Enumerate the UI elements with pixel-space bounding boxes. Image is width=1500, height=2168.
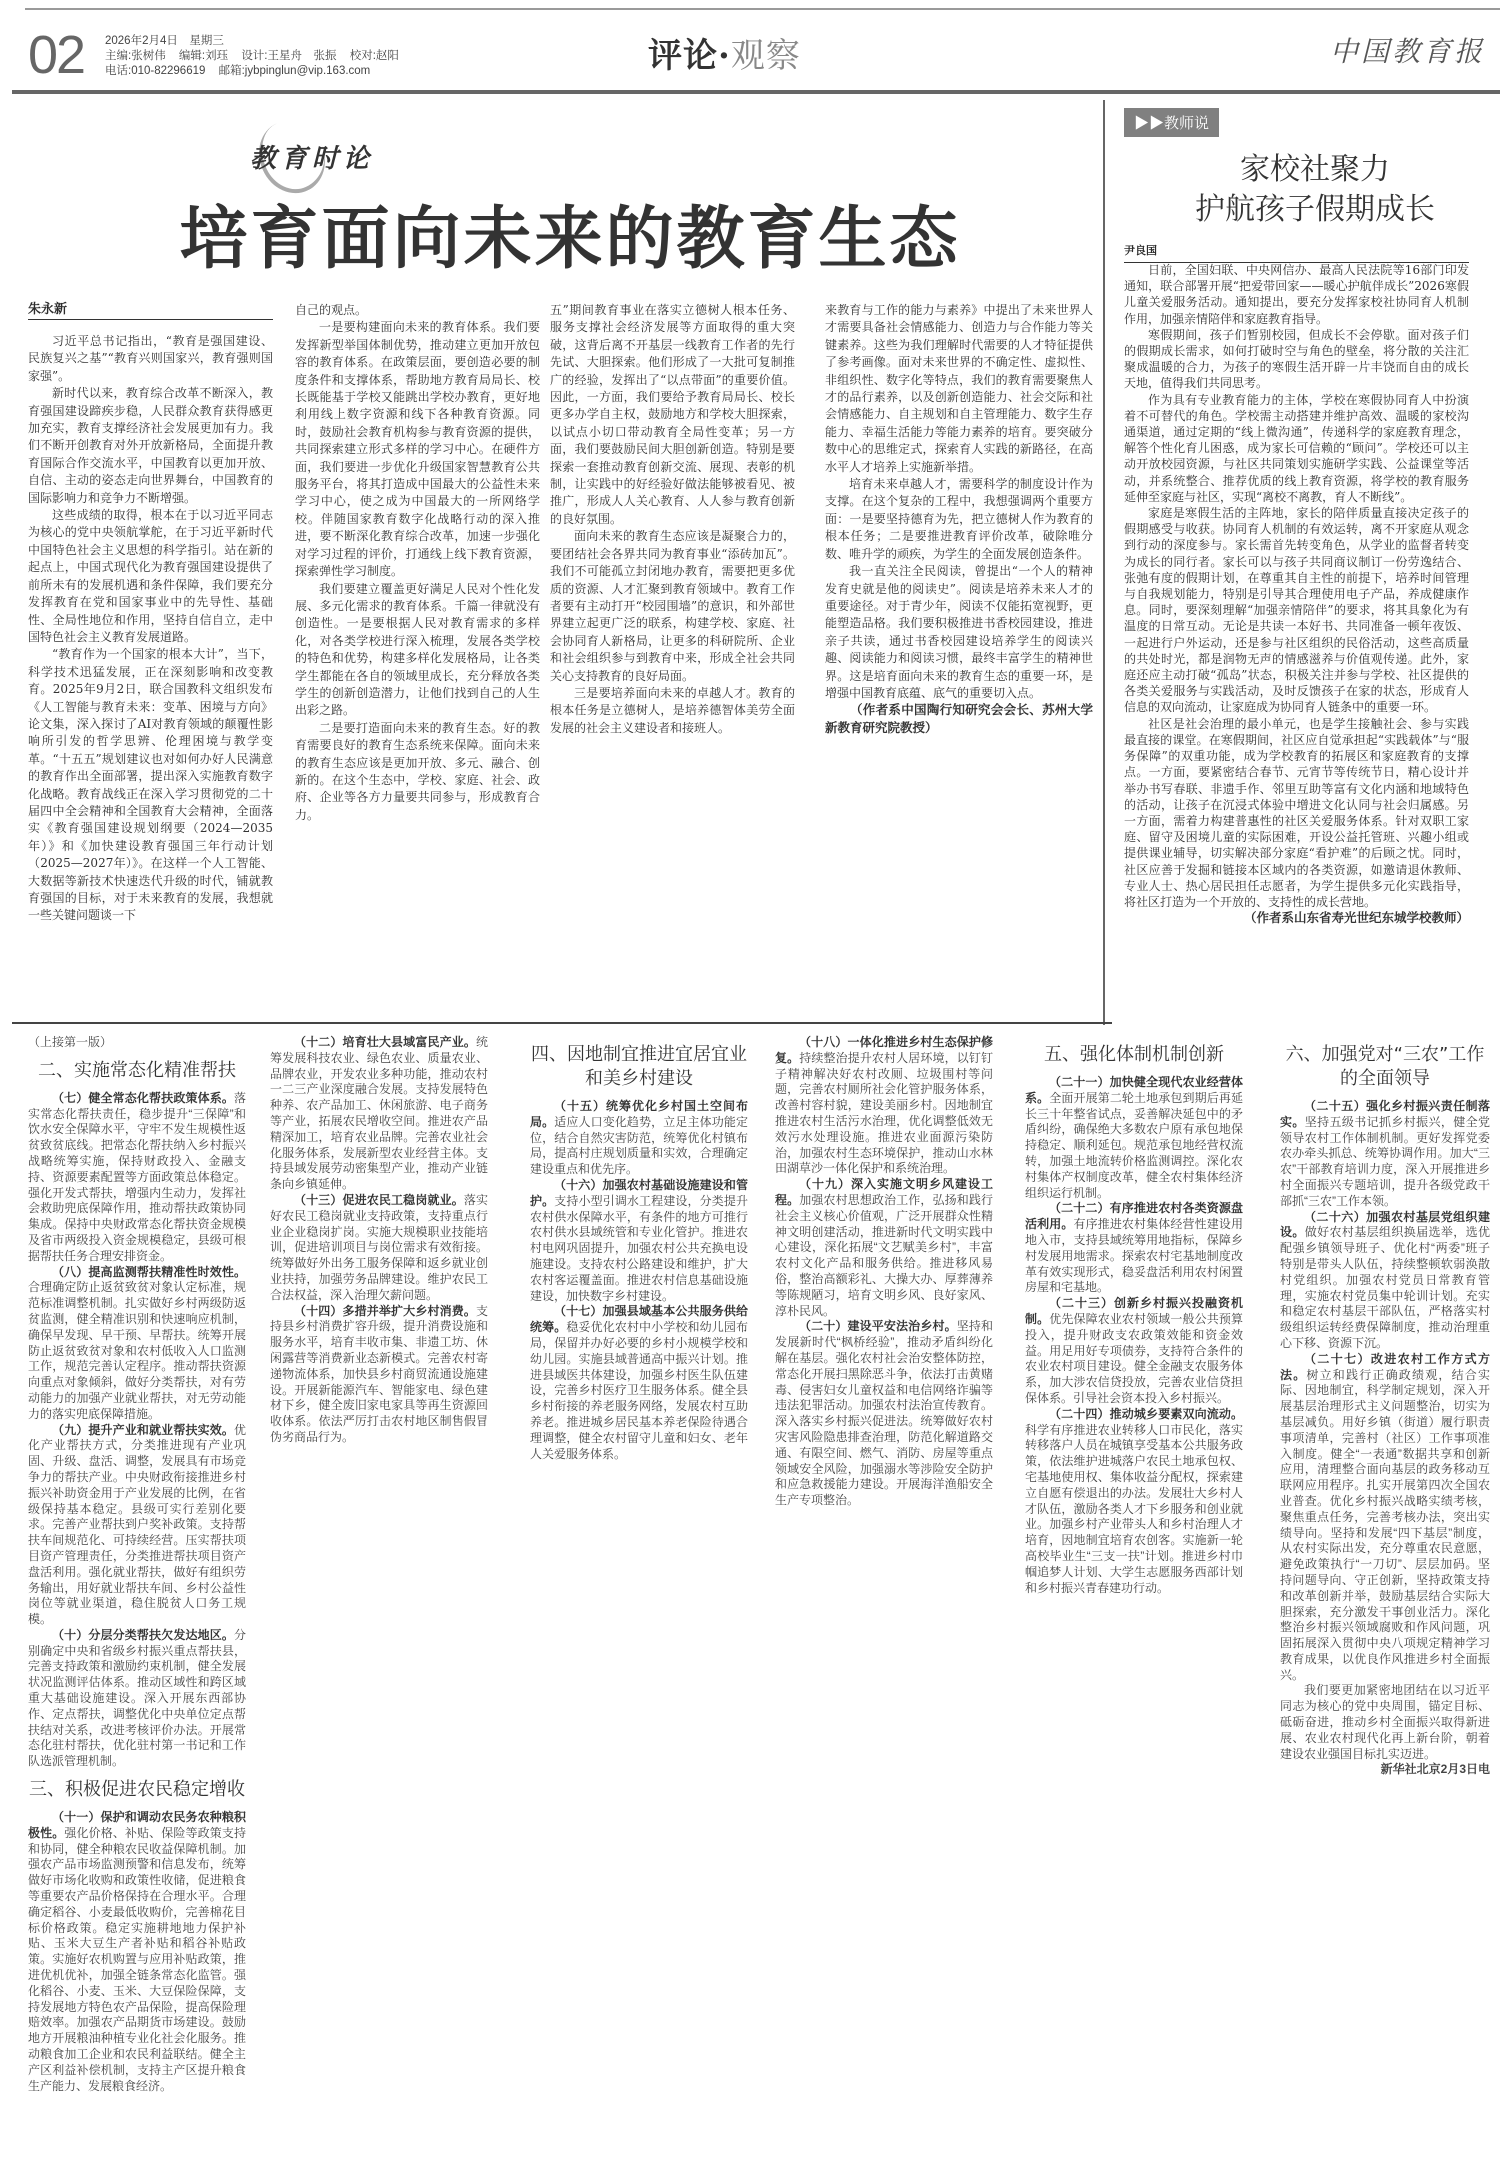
paragraph-text: 落实好农民工稳岗就业支持政策，支持重点行业企业稳岗扩岗。实施大规模职业技能培训，促进培训项目与岗位需求有效衔接。统筹做好外出务工服务保障和返乡就业创业扶持，加强劳务品牌建设。维护农民工合法权益，深入治理欠薪问题。 <box>270 1192 488 1302</box>
dateline: 新华社北京2月3日电 <box>1380 1762 1490 1777</box>
paragraph-heading: （十）分层分类帮扶欠发达地区。 <box>52 1627 234 1642</box>
paragraph: “教育作为一个国家的根本大计”，当下，科学技术迅猛发展，正在深刻影响和改变教育。2025年9月2日，联合国教科文组织发布《人工智能与教育未来：变革、困境与方向》论文集，深入探讨了AI对教育领域的颠覆性影响所引发的哲学思辨、伦理困境与教学变革。“十五五”规划建议也对如何办好人民满意的教育作出全面部署，提出深入实施教育数字化战略。教育战线正在深入学习贯彻党的二十届四中全会精神和全国教育大会精神，全面落实《教育强国建设规划纲要（2024—2035年）》和《加快建设教育强国三年行动计划（2025—2027年）》。在这样一个人工智能、大数据等新技术快速迭代升级的时代，铺就教育强国的目标，对于未来教育的发展，我想就一些关键问题谈一下 <box>28 647 273 923</box>
section-title-part-a: 评论· <box>648 36 731 76</box>
paragraph-heading: （十四）多措并举扩大乡村消费。 <box>294 1303 476 1318</box>
paragraph <box>28 1265 246 1423</box>
masthead-meta <box>105 34 409 79</box>
staff-proofreader: 校对:赵阳 <box>349 50 399 62</box>
paragraph-text: 坚持和发展新时代“枫桥经验”，推动矛盾纠纷化解在基层。强化农村社会治安整体防控，常态化开展扫黑除恶斗争，依法打击黄赌毒、侵害妇女儿童权益和电信网络诈骗等违法犯罪活动。加强农村法治宣传教育。深入落实乡村振兴促进法。统筹做好农村灾害风险隐患排查治理，防范化解道路交通、有限空间、燃气、消防、房屋等重点领域安全风险，加强溺水等涉险安全防护和应急救援能力建设。开展海洋渔船安全生产专项整治。 <box>775 1319 993 1508</box>
section-heading: 五、强化体制机制创新 <box>1044 1044 1224 1065</box>
paragraph <box>530 1099 748 1178</box>
paragraph-heading: （七）健全常态化帮扶政策体系。 <box>52 1090 234 1105</box>
paragraph-heading: （二十五）强化乡村振兴责任制落实。 <box>1280 1099 1490 1129</box>
paragraph: 三是要培养面向未来的卓越人才。教育的根本任务是立德树人，是培养德智体美劳全面发展的社会主义建设者和接班人。 <box>550 685 795 735</box>
paragraph: 一是要构建面向未来的教育体系。我们要发挥新型举国体制优势，推动建立更加开放包容的教育体系。在政策层面，要创造必要的制度条件和支撑体系，帮助地方教育局局长、校长既能基于学校又能跳出学校办教育，更好地利用线上数字资源和线下各种教育资源。同时，鼓励社会教育机构参与教育资源的提供，共同探索建立形式多样的学习中心。在硬件方面，我们要进一步优化升级国家智慧教育公共服务平台，将其打造成中国最大的公益性未来学习中心，使之成为中国最大的一所网络学校。伴随国家教育数字化战略行动的深入推进，要不断深化教育综合改革，加速一步强化对学习过程的评价，打通线上线下教育资源，探索弹性学习制度。 <box>295 320 540 579</box>
section-heading: 三、积极促进农民稳定增收 <box>29 1779 245 1801</box>
section-heading: 四、因地制宜推进宜居宜业和美乡村建设 <box>531 1044 747 1089</box>
paragraph-text: 稳妥优化农村中小学校和幼儿园布局，保留并办好必要的乡村小规模学校和幼儿园。实施县域普通高中振兴计划。推进县域医共体建设，加强乡村医生队伍建设，完善乡村医疗卫生服务体系。健全县乡村衔接的养老服务网络，发展农村互助养老。推进城乡居民基本养老保险待遇合理调整，健全农村留守儿童和妇女、老年人关爱服务体系。 <box>530 1320 748 1461</box>
paragraph <box>270 1193 488 1304</box>
section-heading: 二、实施常态化精准帮扶 <box>38 1059 236 1081</box>
paragraph: 我们要建立覆盖更好满足人民对个性化发展、多元化需求的教育体系。千篇一律就没有创造性。一是要根据人民对教育需求的多样化，对各类学校进行深入梳理，发展各类学校的特色和优势，构建多样化发展格局，让各类学生都能在各自的领域里成长，充分释放各类学生的创新创造潜力，让他们找到自己的人生出彩之路。 <box>295 581 540 718</box>
paragraph <box>1280 1099 1490 1210</box>
paragraph-heading: （十九）深入实施文明乡风建设工程。 <box>775 1177 993 1207</box>
paragraph: 面向未来的教育生态应该是凝聚合力的，要团结社会各界共同为教育事业“添砖加瓦”。我们不可能孤立封闭地办教育，需要把更多优质的资源、人才汇聚到教育领域中。教育工作者要有主动打开“校园围墙”的意识，和外部世界建立起更广泛的联系，构建学校、家庭、社会协同育人新格局，让更多的科研院所、企业和社会组织参与到教育中来，形成全社会共同关心支持教育的良好局面。 <box>550 529 795 683</box>
contact-line <box>105 64 409 79</box>
paragraph: 寒假期间，孩子们暂别校园，但成长不会停歇。面对孩子们的假期成长需求，如何打破时空与角色的壁垒，将分散的关注汇聚成温暖的合力，为孩子的寒假生活开辟一片丰饶而自由的成长天地，值得我们共同思考。 <box>1124 327 1469 391</box>
paragraph <box>1025 1201 1243 1296</box>
paragraph-text: 支持县乡村消费扩容升级，提升消费设施和服务水平，培育丰收市集、非遗工坊、休闲露营等消费新业态新模式。完善农村寄递物流体系，加快县乡村商贸流通设施建设。开展新能源汽车、智能家电、绿色建材下乡，健全废旧家电家具等再生资源回收体系。依法严厉打击农村地区制售假冒伪劣商品行为。 <box>270 1303 488 1444</box>
paragraph <box>1025 1075 1243 1201</box>
paragraph-text: 合理确定防止返贫致贫对象认定标准，规范标准调整机制。扎实做好乡村两级防返贫监测，健全精准识别和快速响应机制，确保早发现、早干预、早帮扶。统筹开展防止返贫致贫对象和农村低收入人口监测工作，规范完善认定程序。推动帮扶资源向重点对象倾斜，做好分类帮扶，对有劳动能力的加强产业就业帮扶，对无劳动能力的落实兜底保障措施。 <box>28 1280 246 1421</box>
paragraph: 五”期间教育事业在落实立德树人根本任务、服务支撑社会经济发展等方面取得的重大突破，这背后离不开基层一线教育工作者的先行先试、大胆探索。他们形成了一大批可复制推广的经验，发挥出了“以点带面”的重要价值。因此，一方面，我们要给予教育局局长、校长更多办学自主权，鼓励地方和学校大胆探索，以试点小切口带动教育全局性变革；另一方面，我们要鼓励民间大胆创新创造。特别是要探索一套推动教育创新交流、展现、表彰的机制，让实践中的好经验好做法能够被看见、被推广，形成人人关心教育、人人参与教育创新的良好氛围。 <box>550 303 795 526</box>
paragraph-text: 做好农村基层组织换届选举，选优配强乡镇领导班子、优化村“两委”班子特别是带头人队伍，持续整顿软弱涣散村党组织。加强农村党员日常教育管理，实施农村党员集中轮训计划。充实和稳定农村基层干部队伍，严格落实村级组织运转经费保障制度，推动治理重心下移、资源下沉。 <box>1280 1225 1490 1350</box>
staff-line <box>105 49 409 64</box>
paragraph: 日前，全国妇联、中央网信办、最高人民法院等16部门印发通知，联合部署开展“把爱带回家——暖心护航伴成长”2026寒假儿童关爱服务活动。通知提出，要充分发挥家校社协同育人机制作用，加强亲情陪伴和家庭教育指导。 <box>1124 263 1469 326</box>
paragraph-text: 树立和践行正确政绩观，结合实际、因地制宜，科学制定规划，深入开展基层治理形式主义问题整治，切实为基层减负。用好乡镇（街道）履行职责事项清单，完善村（社区）工作事项准入制度。健全“一表通”数据共享和创新应用，清理整合面向基层的政务移动互联网应用程序。扎实开展第四次全国农业普查。优化乡村振兴战略实绩考核，聚焦重点任务，完善考核办法，突出实绩导向。坚持和发展“四下基层”制度，从农村实际出发，充分尊重农民意愿，避免政策执行“一刀切”、层层加码。坚持问题导向、守正创新，坚持政策支持和改革创新并举，鼓励基层结合实际大胆探索，充分激发干事创业活力。深化整治乡村振兴领域腐败和作风问题，巩固拓展深入贯彻中央八项规定精神学习教育成果，以优良作风推进乡村全面振兴。 <box>1280 1367 1490 1682</box>
continued-label: （上接第一版） <box>28 1035 113 1049</box>
paragraph-heading: （十六）加强农村基础设施建设和管护。 <box>530 1177 748 1208</box>
lower-column-5 <box>1025 1035 1243 2165</box>
section-divider <box>12 1022 1112 1024</box>
paragraph-text: 强化价格、补贴、保险等政策支持和协同，健全种粮农民收益保障机制。加强农产品市场监测预警和信息发布，统筹做好市场化收购和政策性收储，促进粮食等重要农产品价格保持在合理水平。合理确定稻谷、小麦最低收购价，完善棉花目标价格政策。稳定实施耕地地力保护补贴、玉米大豆生产者补贴和稻谷补贴政策。实施好农机购置与应用补贴政策，推进优机优补，加强全链条常态化监管。强化稻谷、小麦、玉米、大豆保险保障，支持发展地方特色农产品保险，提高保险理赔效率。加强农产品期货市场建设。鼓励地方开展粮油种植专业化社会化服务。推动粮食加工企业和农民利益联结。健全主产区利益补偿机制，支持主产区提升粮食生产能力、发展粮食经济。 <box>28 1825 246 2093</box>
paragraph-heading: （二十六）加强农村基层党组织建设。 <box>1280 1209 1490 1240</box>
column-tag <box>250 120 375 190</box>
article-column-3 <box>550 302 795 1022</box>
sidebar-author-bio: （作者系山东省寿光世纪东城学校教师） <box>1243 911 1469 926</box>
paragraph: 这些成绩的取得，根本在于以习近平同志为核心的党中央领航掌舵，在于习近平新时代中国特色社会主义思想的科学指引。站在新的起点上，中国式现代化为教育强国建设提供了前所未有的发展机遇和条件保障，我们要充分发挥教育在党和国家事业中的先导性、基础性、全局性地位和作用，坚持自信自立，走中国特色社会主义教育发展道路。 <box>28 508 273 644</box>
paragraph-heading: （二十一）加快健全现代农业经营体系。 <box>1025 1075 1243 1105</box>
article-headline: 培育面向未来的教育生态 <box>179 200 961 279</box>
paragraph-text: 有序推进农村集体经营性建设用地入市，支持县域统筹用地指标，保障乡村发展用地需求。探索农村宅基地制度改革有效实现形式，稳妥盘活利用农村闲置房屋和宅基地。 <box>1025 1217 1243 1295</box>
phone: 电话:010-82296619 <box>105 65 206 77</box>
paragraph <box>28 1628 246 1770</box>
staff-editor-in-chief: 主编:张树伟 <box>105 50 166 62</box>
paragraph-heading: （二十七）改进农村工作方式方法。 <box>1280 1351 1490 1382</box>
paragraph-text: 支持小型引调水工程建设，分类提升农村供水保障水平，有条件的地方可推行农村供水县域统管和专业化管护。推进农村电网巩固提升，加强农村公共充换电设施建设。支持农村公路建设和维护，扩大农村客运覆盖面。推进农村信息基础设施建设，加快数字乡村建设。 <box>530 1193 748 1303</box>
page-number: 02 <box>28 25 85 85</box>
paragraph <box>270 1304 488 1446</box>
paragraph-text: 科学有序推进农业转移人口市民化，落实转移落户人员在城镇享受基本公共服务政策，依法维护进城落户农民土地承包权、宅基地使用权、集体收益分配权，探索建立自愿有偿退出的办法。发展壮大乡村人才队伍，激励各类人才下乡服务和创业就业。加强乡村产业带头人和乡村治理人才培育，因地制宜培育农创客。实施新一轮高校毕业生“三支一扶”计划。推进乡村巾帼追梦人计划、大学生志愿服务西部计划和乡村振兴青春建功行动。 <box>1025 1422 1243 1595</box>
paragraph-text: 统筹发展科技农业、绿色农业、质量农业、品牌农业，开发农业多种功能，推动农村一二三产业深度融合发展。支持发展特色种养、农产品加工、休闲旅游、电子商务等产业，拓展农民增收空间。推进农产品精深加工，培育农业品牌。完善农业社会化服务体系，发展新型农业经营主体。支持县域发展劳动密集型产业，推动产业链条向乡镇延伸。 <box>270 1035 488 1192</box>
lower-column-1 <box>28 1035 246 2165</box>
newspaper-logo: 中国教育报 <box>1330 35 1486 68</box>
paragraph: 自己的观点。 <box>295 303 368 317</box>
paragraph-text: 坚持五级书记抓乡村振兴，健全党领导农村工作体制机制。更好发挥党委农办牵头抓总、统筹协调作用。加大“三农”干部教育培训力度，深入开展推进乡村全面振兴专题培训，提升各级党政干部抓“三农”工作本领。 <box>1280 1114 1490 1208</box>
paragraph-text: 加强农村思想政治工作，弘扬和践行社会主义核心价值观，广泛开展群众性精神文明创建活动，推进新时代文明实践中心建设，深化拓展“文艺赋美乡村”，丰富农村文化产品和服务供给。推进移风易俗，整治高额彩礼、大操大办、厚葬薄养等陈规陋习，培育文明乡风、良好家风、淳朴民风。 <box>775 1192 993 1318</box>
sidebar-headline-line-2: 护航孩子假期成长 <box>1195 192 1435 227</box>
staff-editor: 编辑:刘珏 <box>178 50 229 62</box>
paragraph-heading: （二十二）有序推进农村各类资源盘活利用。 <box>1025 1201 1243 1232</box>
section-title <box>648 28 801 77</box>
paragraph: 习近平总书记指出，“教育是强国建设、民族复兴之基”“教育兴则国家兴，教育强则国家强”。 <box>28 334 273 383</box>
section-title-part-b: 观察 <box>730 36 801 76</box>
paragraph-heading: （八）提高监测帮扶精准性时效性。 <box>52 1264 246 1279</box>
sidebar-body <box>1124 262 1469 1012</box>
paragraph <box>28 1091 246 1265</box>
paragraph-text: 优化产业帮扶方式，分类推进现有产业巩固、升级、盘活、调整，发展具有市场竞争力的帮扶产业。中央财政衔接推进乡村振兴补助资金用于产业发展的比例，在省级保持基本稳定。县级可实行差别化要求。完善产业帮扶到户奖补政策。支持帮扶车间规范化、可持续经营。压实帮扶项目资产管理责任，分类推进帮扶项目资产盘活利用。强化就业帮扶，做好有组织劳务输出，用好就业帮扶车间、乡村公益性岗位等就业渠道，稳住脱贫人口务工规模。 <box>28 1422 246 1627</box>
paragraph <box>775 1177 993 1319</box>
sidebar-headline <box>1130 150 1500 230</box>
paragraph-text: 优先保障农业农村领域一般公共预算投入，提升财政支农政策效能和资金效益。用足用好专项债券，支持符合条件的农业农村项目建设。健全金融支农服务体系，加大涉农信贷投放，完善农业信贷担保体系。引导社会资本投入乡村振兴。 <box>1025 1311 1243 1405</box>
paragraph <box>530 1178 748 1304</box>
top-rule <box>25 8 1500 10</box>
paragraph <box>1280 1352 1490 1684</box>
paragraph-heading: （十一）保护和调动农民务农种粮积极性。 <box>28 1810 246 1840</box>
paragraph <box>775 1035 993 1177</box>
paragraph: 二是要打造面向未来的教育生态。好的教育需要良好的教育生态系统来保障。面向未来的教育生态应该是更加开放、多元、融合、创新的。在这个生态中，学校、家庭、社会、政府、企业等各方力量要共同参与，形成教育合力。 <box>295 720 540 822</box>
paragraph <box>1025 1296 1243 1407</box>
sidebar-headline-line-1: 家校社聚力 <box>1240 152 1390 187</box>
paragraph: 我一直关注全民阅读，曾提出“一个人的精神发育史就是他的阅读史”。阅读是培养未来人才的重要途径。对于青少年，阅读不仅能拓宽视野，更能塑造品格。我们要积极推进书香校园建设，推进亲子共读，通过书香校园建设培养学生的阅读兴趣、阅读能力和阅读习惯，最终丰富学生的精神世界。这是培育面向未来的教育生态的重要一环，是增强中国教育底蕴、底气的重要切入点。 <box>825 564 1093 700</box>
paragraph-heading: （二十三）创新乡村振兴投融资机制。 <box>1025 1296 1243 1326</box>
header-rule <box>12 90 1500 94</box>
article-column-4 <box>825 302 1093 1022</box>
paragraph-heading: （二十）建设平安法治乡村。 <box>799 1319 957 1334</box>
paragraph <box>1025 1407 1243 1597</box>
paragraph: 新时代以来，教育综合改革不断深入，教育强国建设蹄疾步稳，人民群众教育获得感更加充实，教育支撑经济社会发展更加有力。我们不断开创教育对外开放新格局，全面提升教育国际合作交流水平，中国教育以更加开放、自信、主动的姿态走向世界舞台，中国教育的国际影响力和竞争力不断增强。 <box>28 386 273 505</box>
author-bio: （作者系中国陶行知研究会会长、苏州大学新教育研究院教授） <box>825 703 1093 735</box>
paragraph-text: 全面开展第二轮土地承包到期后再延长三十年整省试点，妥善解决延包中的矛盾纠纷，确保绝大多数农户原有承包地保持稳定、顺利延包。规范承包地经营权流转，加强土地流转价格监测调控。深化农村集体产权制度改革，健全农村集体经济组织运行机制。 <box>1025 1090 1243 1200</box>
column-divider <box>1103 100 1105 1025</box>
column-tag-label: 教育时论 <box>250 144 375 174</box>
paragraph <box>530 1304 748 1462</box>
paragraph: 家庭是寒假生活的主阵地，家长的陪伴质量直接决定孩子的假期感受与收获。协同育人机制的有效运转，离不开家庭从观念到行动的深度参与。家长需首先转变角色，从学业的监督者转变为成长的同行者。家长可以与孩子共同商议制订一份劳逸结合、张弛有度的假期计划，在尊重其自主性的前提下，培养时间管理与自我规划能力，特别是引导其合理使用电子产品，养成健康作息。同时，要深刻理解“加强亲情陪伴”的要求，将其具象化为有温度的日常互动。无论是共读一本好书、共同准备一顿年夜饭、一起进行户外运动，还是参与社区组织的民俗活动，这些高质量的共处时光，都是润物无声的情感滋养与价值观传递。此外，家庭还应主动打破“孤岛”状态，积极关注并参与学校、社区提供的各类关爱服务与实践活动，及时反馈孩子在家的状态，形成育人信息的双向流动，让家庭成为协同育人链条中的重要一环。 <box>1124 506 1469 715</box>
paragraph-heading: （十二）培育壮大县域富民产业。 <box>294 1035 476 1049</box>
issue-date: 2026年2月4日 星期三 <box>105 35 224 47</box>
paragraph: 来教育与工作的能力与素养》中提出了未来世界人才需要具备社会情感能力、创造力与合作能力等关键素养。这些为我们理解时代需要的人才特征提供了参考画像。面对未来世界的不确定性、虚拟性、非组织性、数字化等特点，我们的教育需要聚焦人才的品行素养，以及创新创造能力、社会交际和社会情感能力、自主规划和自主管理能力、数字生存能力、幸福生活能力等能力素养的培育。要突破分数中心的思维定式，探索育人实践的新路径，在高水平人才培养上实施新举措。 <box>825 303 1093 474</box>
paragraph-text: 持续整治提升农村人居环境，以钉钉子精神解决好农村改厕、垃圾围村等问题，完善农村厕所社会化管护服务体系，改善村容村貌，建设美丽乡村。因地制宜推进农村生活污水治理，优化调整低效无效污水处理设施。推进农业面源污染防治，加强农村生态环境保护，推动山水林田湖草沙一体化保护和系统治理。 <box>775 1050 993 1176</box>
paragraph-text: 落实常态化帮扶责任，稳步提升“三保障”和饮水安全保障水平，守牢不发生规模性返贫致贫底线。把常态化帮扶纳入乡村振兴战略统筹实施，保持财政投入、金融支持、资源要素配置等方面政策总体稳定。强化开发式帮扶，增强内生动力，发挥社会救助兜底保障作用，推动帮扶政策协同集成。保持中央财政常态化帮扶资金规模及省市两级投入资金规模稳定，县级可根据帮扶任务合理安排资金。 <box>28 1090 246 1263</box>
article-column-1 <box>28 333 273 1023</box>
paragraph <box>270 1035 488 1193</box>
paragraph-text: 分别确定中央和省级乡村振兴重点帮扶县，完善支持政策和激励约束机制，健全发展状况监测评估体系。推动区域性和跨区域重大基础设施建设。深入开展东西部协作、定点帮扶，调整优化中央单位定点帮扶结对关系，改进考核评价办法。开展常态化驻村帮扶，优化驻村第一书记和工作队选派管理机制。 <box>28 1627 246 1769</box>
paragraph-heading: （二十四）推动城乡要素双向流动。 <box>1049 1406 1243 1421</box>
email-link[interactable]: 邮箱:jybpinglun@vip.163.com <box>218 65 371 77</box>
paragraph-heading: （十五）统筹优化乡村国土空间布局。 <box>530 1099 748 1129</box>
paragraph: 培育未来卓越人才，需要科学的制度设计作为支撑。在这个复杂的工程中，我想强调两个重要方面：一是要坚持德育为先，把立德树人作为教育的根本任务；二是要推进教育评价改革，破除唯分数、唯升学的顽疾，为学生的全面发展创造条件。 <box>825 477 1093 561</box>
article-author: 朱永新 <box>28 298 273 320</box>
paragraph <box>28 1423 246 1628</box>
paragraph: 社区是社会治理的最小单元，也是学生接触社会、参与实践最直接的课堂。在寒假期间，社区应自觉承担起“实践载体”与“服务保障”的双重功能，成为学校教育的拓展区和家庭教育的支撑点。一方面，要紧密结合春节、元宵节等传统节日，精心设计并举办书写春联、非遗手作、邻里互助等富有文化内涵和地域特色的活动，让孩子在沉浸式体验中增进文化认同与社会归属感。另一方面，需着力构建普惠性的社区关爱服务体系。针对双职工家庭、留守及困境儿童的实际困难，开设公益托管班、兴趣小组或提供课业辅导，切实解决部分家庭“看护难”的后顾之忧。同时，社区应善于发掘和链接本区域内的各类资源，如邀请退休教师、专业人士、热心居民担任志愿者，为学生提供多元化实践指导，将社区打造为一个开放的、支持性的成长营地。 <box>1124 716 1469 909</box>
paragraph-text: 适应人口变化趋势，立足主体功能定位，结合自然灾害防范，统筹优化村镇布局，提高村庄规划质量和实效，合理确定建设重点和优先序。 <box>530 1114 748 1177</box>
lower-column-2 <box>270 1035 488 2165</box>
sidebar-badge: ▶▶教师说 <box>1124 108 1219 137</box>
paragraph: 我们要更加紧密地团结在以习近平同志为核心的党中央周围，锚定目标、砥砺奋进，推动乡村全面振兴取得新进展、农业农村现代化再上新台阶，朝着建设农业强国目标扎实迈进。 <box>1280 1683 1490 1761</box>
section-heading: 六、加强党对“三农”工作的全面领导 <box>1285 1044 1485 1089</box>
paragraph <box>1280 1210 1490 1352</box>
paragraph <box>775 1319 993 1509</box>
paragraph: 作为具有专业教育能力的主体，学校在寒假协同育人中扮演着不可替代的角色。学校需主动搭建并维护高效、温暖的家校沟通渠道，通过定期的“线上微沟通”，传递科学的家庭教育理念，解答个性化育儿困惑，成为家长可信赖的“顾问”。学校还可以主动开放校园资源，与社区共同策划实施研学实践、公益课堂等活动，并系统整合、推荐优质的线上教育资源，将学校的教育服务延伸至家庭与社区，实现“离校不离教，育人不断线”。 <box>1124 392 1469 504</box>
paragraph <box>28 1810 246 2094</box>
sidebar-author: 尹良国 <box>1124 242 1469 263</box>
lower-column-4 <box>775 1035 993 2165</box>
lower-column-6 <box>1280 1035 1490 2165</box>
paragraph-heading: （十三）促进农民工稳岗就业。 <box>294 1192 464 1207</box>
paragraph-heading: （十八）一体化推进乡村生态保护修复。 <box>775 1035 993 1065</box>
article-column-2 <box>295 302 540 1022</box>
lower-column-3 <box>530 1035 748 2165</box>
staff-design: 设计:王星舟 张振 <box>241 50 337 62</box>
paragraph-heading: （九）提升产业和就业帮扶实效。 <box>52 1422 234 1437</box>
paragraph-heading: （十七）加强县域基本公共服务供给统筹。 <box>530 1304 748 1335</box>
